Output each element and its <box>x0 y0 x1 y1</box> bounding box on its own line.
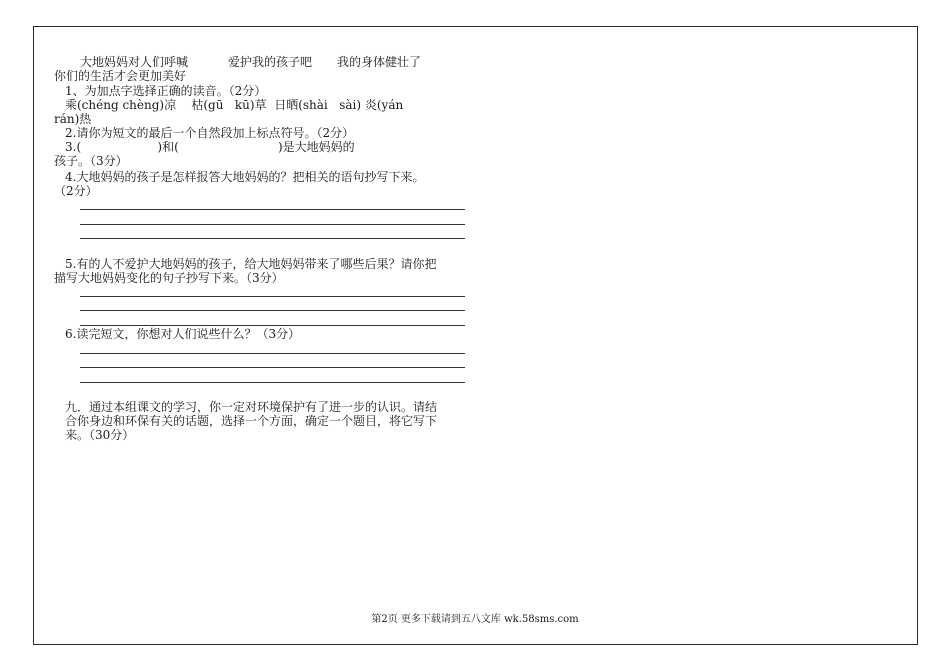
question-2: 2.请你为短文的最后一个自然段加上标点符号。（2分） <box>65 126 355 140</box>
answer-line <box>80 224 465 225</box>
answer-line <box>80 382 465 383</box>
passage-phrase-1: 大地妈妈对人们呼喊 <box>80 55 189 69</box>
question-1-options: 乘(chéng chèng)凉 枯(gū kū)草 日晒(shài sài) 炎(yán <box>65 98 404 112</box>
answer-line <box>80 367 465 368</box>
question-9-cont-2: 来。（30分） <box>65 428 135 442</box>
question-5: 5.有的人不爱护大地妈妈的孩子，给大地妈妈带来了哪些后果？请你把 <box>65 257 437 271</box>
question-3-cont: 孩子。（3分） <box>54 154 128 168</box>
question-1: 1、为加点字选择正确的读音。（2分） <box>65 84 267 98</box>
question-9-cont: 合你身边和环保有关的话题，选择一个方面，确定一个题目，将它写下 <box>65 414 438 428</box>
passage-line-2: 你们的生活才会更加美好 <box>54 69 187 83</box>
answer-line <box>80 238 465 239</box>
question-1-options-cont: rán)热 <box>54 112 92 126</box>
passage-phrase-3: 我的身体健壮了 <box>337 55 422 69</box>
answer-line <box>80 209 465 210</box>
question-4-cont: （2分） <box>54 184 98 198</box>
passage-phrase-2: 爱护我的孩子吧 <box>228 55 313 69</box>
question-3: 3.( )和( )是大地妈妈的 <box>65 140 355 154</box>
answer-line <box>80 310 465 311</box>
question-6: 6.读完短文，你想对人们说些什么？（3分） <box>65 327 301 341</box>
answer-line <box>80 296 465 297</box>
answer-line <box>80 353 465 354</box>
answer-line <box>80 325 465 326</box>
question-4: 4.大地妈妈的孩子是怎样报答大地妈妈的？把相关的语句抄写下来。 <box>65 170 425 184</box>
question-9: 九．通过本组课文的学习，你一定对环境保护有了进一步的认识。请结 <box>65 400 438 414</box>
page-footer: 第2页 更多下载请到五八文库 wk.58sms.com <box>371 614 579 625</box>
question-5-cont: 描写大地妈妈变化的句子抄写下来。（3分） <box>54 271 284 285</box>
